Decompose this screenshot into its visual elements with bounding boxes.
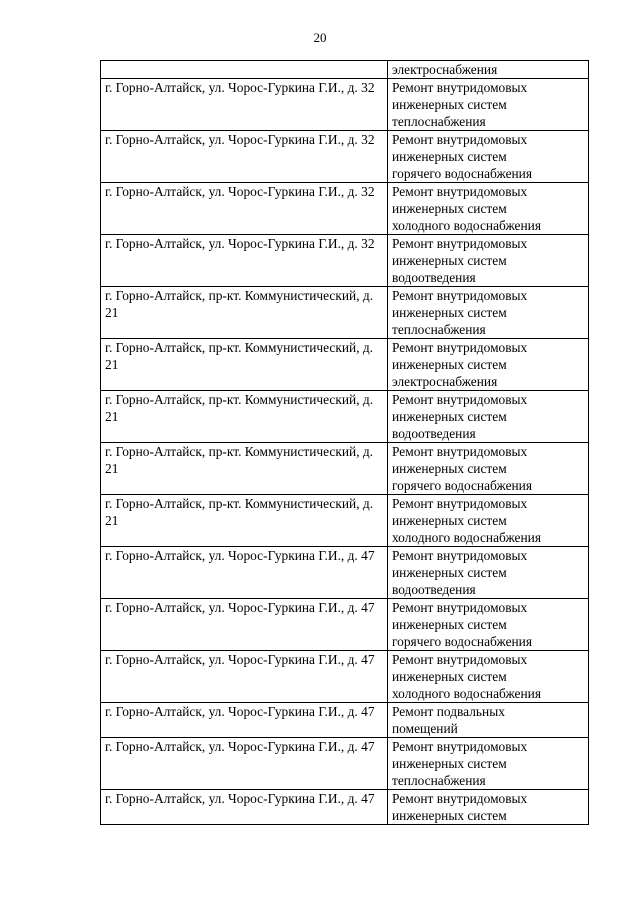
table-body [101, 61, 589, 825]
table-row [101, 287, 589, 339]
work-type-cell: Ремонт внутридомовых инженерных систем холодного водоснабжения [388, 183, 589, 235]
address-cell: г. Горно-Алтайск, ул. Чорос-Гуркина Г.И., д. 32 [101, 79, 388, 131]
work-type-cell: Ремонт внутридомовых инженерных систем электроснабжения [388, 339, 589, 391]
table-row [101, 443, 589, 495]
work-type-cell: Ремонт внутридомовых инженерных систем теплоснабжения [388, 287, 589, 339]
address-cell: г. Горно-Алтайск, пр-кт. Коммунистический, д. 21 [101, 391, 388, 443]
work-type-cell: Ремонт внутридомовых инженерных систем теплоснабжения [388, 738, 589, 790]
work-type-cell: Ремонт внутридомовых инженерных систем холодного водоснабжения [388, 495, 589, 547]
work-type-cell: электроснабжения [388, 61, 589, 79]
table-row [101, 391, 589, 443]
work-type-cell: Ремонт внутридомовых инженерных систем теплоснабжения [388, 79, 589, 131]
address-cell: г. Горно-Алтайск, пр-кт. Коммунистический, д. 21 [101, 339, 388, 391]
table-row [101, 61, 589, 79]
work-type-cell: Ремонт внутридомовых инженерных систем горячего водоснабжения [388, 131, 589, 183]
table-row [101, 599, 589, 651]
work-type-cell: Ремонт внутридомовых инженерных систем горячего водоснабжения [388, 599, 589, 651]
work-type-cell: Ремонт внутридомовых инженерных систем водоотведения [388, 391, 589, 443]
repair-table [100, 60, 589, 825]
address-cell: г. Горно-Алтайск, ул. Чорос-Гуркина Г.И., д. 47 [101, 703, 388, 738]
address-cell: г. Горно-Алтайск, ул. Чорос-Гуркина Г.И., д. 32 [101, 183, 388, 235]
page-number: 20 [313, 30, 327, 45]
address-cell: г. Горно-Алтайск, ул. Чорос-Гуркина Г.И., д. 47 [101, 599, 388, 651]
table-row [101, 547, 589, 599]
table-row [101, 235, 589, 287]
work-type-cell: Ремонт внутридомовых инженерных систем водоотведения [388, 235, 589, 287]
address-cell: г. Горно-Алтайск, пр-кт. Коммунистический, д. 21 [101, 443, 388, 495]
address-cell: г. Горно-Алтайск, пр-кт. Коммунистический, д. 21 [101, 495, 388, 547]
address-cell: г. Горно-Алтайск, ул. Чорос-Гуркина Г.И., д. 47 [101, 790, 388, 825]
address-cell: г. Горно-Алтайск, ул. Чорос-Гуркина Г.И., д. 47 [101, 738, 388, 790]
address-cell [101, 61, 388, 79]
work-type-cell: Ремонт внутридомовых инженерных систем горячего водоснабжения [388, 443, 589, 495]
work-type-cell: Ремонт внутридомовых инженерных систем [388, 790, 589, 825]
work-type-cell: Ремонт внутридомовых инженерных систем водоотведения [388, 547, 589, 599]
table-row [101, 651, 589, 703]
table-row [101, 495, 589, 547]
address-cell: г. Горно-Алтайск, ул. Чорос-Гуркина Г.И., д. 32 [101, 235, 388, 287]
table-row [101, 703, 589, 738]
address-cell: г. Горно-Алтайск, ул. Чорос-Гуркина Г.И., д. 32 [101, 131, 388, 183]
table-row [101, 738, 589, 790]
table-row [101, 339, 589, 391]
table-row [101, 183, 589, 235]
table-row [101, 790, 589, 825]
table-row [101, 131, 589, 183]
address-cell: г. Горно-Алтайск, ул. Чорос-Гуркина Г.И., д. 47 [101, 651, 388, 703]
work-type-cell: Ремонт внутридомовых инженерных систем холодного водоснабжения [388, 651, 589, 703]
table-row [101, 79, 589, 131]
work-type-cell: Ремонт подвальных помещений [388, 703, 589, 738]
address-cell: г. Горно-Алтайск, ул. Чорос-Гуркина Г.И., д. 47 [101, 547, 388, 599]
address-cell: г. Горно-Алтайск, пр-кт. Коммунистический, д. 21 [101, 287, 388, 339]
